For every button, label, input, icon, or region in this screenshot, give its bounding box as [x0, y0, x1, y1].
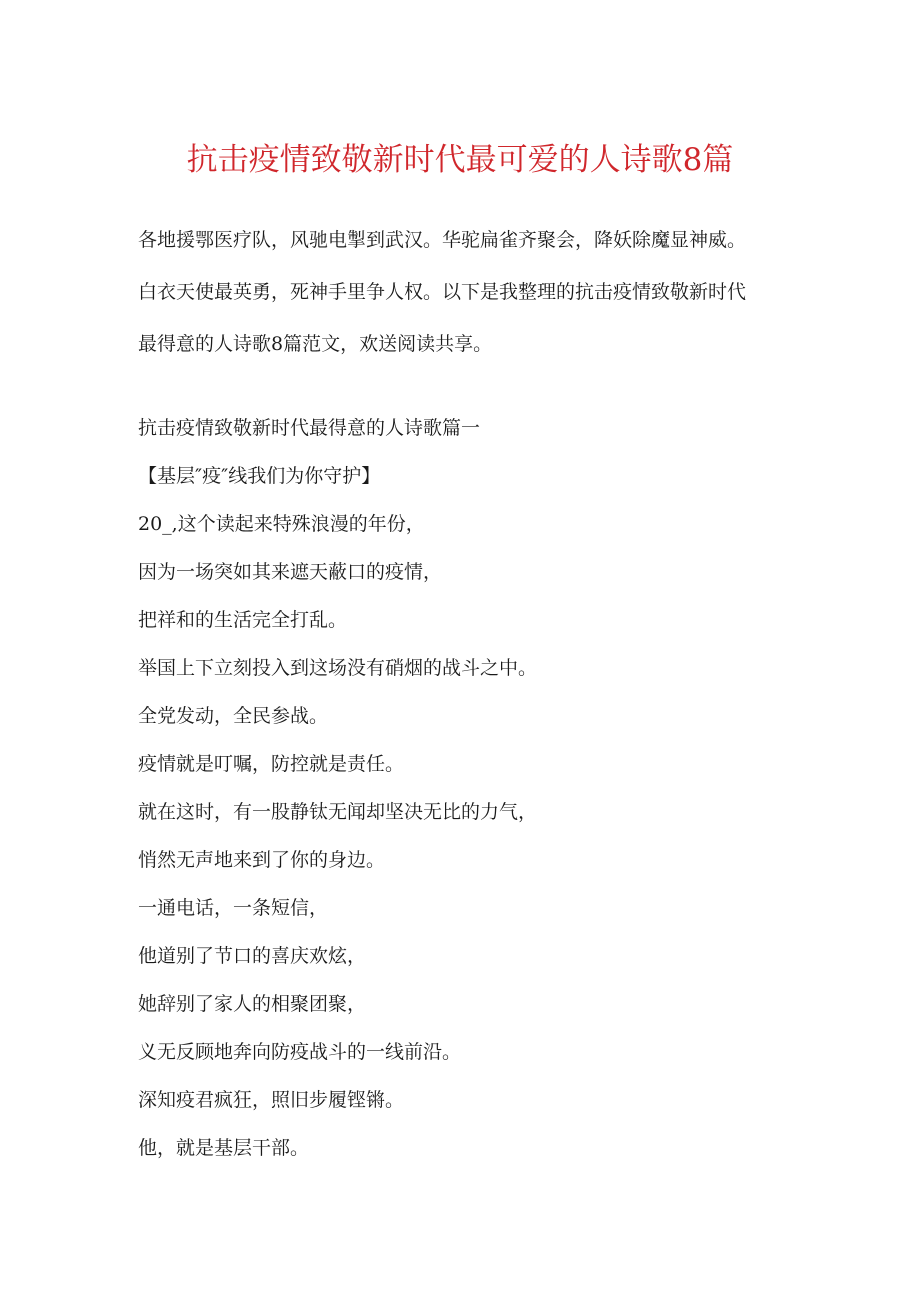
poem-line: 他道别了节口的喜庆欢炫，: [138, 945, 367, 967]
poem-section: [138, 404, 788, 1172]
poem-line: 全党发动，全民参战。: [138, 705, 329, 727]
poem-line: 因为一场突如其来遮天蔽口的疫情，: [138, 561, 443, 583]
intro-line: 各地援鄂医疗队，风驰电掣到武汉。华驼扁雀齐聚会，降妖除魔显神威。: [138, 229, 747, 251]
intro-paragraph: [138, 214, 788, 370]
poem-line: 举国上下立刻投入到这场没有硝烟的战斗之中。: [138, 657, 538, 679]
intro-line: 白衣天使最英勇，死神手里争人权。以下是我整理的抗击疫情致敬新时代: [138, 281, 747, 303]
poem-line: 20_,这个读起来特殊浪漫的年份，: [138, 513, 425, 535]
poem-line: 一通电话，一条短信，: [138, 897, 329, 919]
poem-line: 义无反顾地奔向防疫战斗的一线前沿。: [138, 1041, 462, 1063]
poem-line: 把祥和的生活完全打乱。: [138, 609, 348, 631]
poem-line: 就在这时，有一股静钛无闻却坚决无比的力气，: [138, 801, 538, 823]
poem-title: 【基层″疫″线我们为你守护】: [138, 465, 381, 487]
intro-line: 最得意的人诗歌8篇范文，欢送阅读共享。: [138, 333, 493, 355]
poem-line: 她辞别了家人的相聚团聚，: [138, 993, 367, 1015]
poem-line: 他，就是基层干部。: [138, 1137, 310, 1159]
section-heading: 抗击疫情致敬新时代最得意的人诗歌篇一: [138, 417, 481, 439]
poem-line: 疫情就是叮嘱，防控就是责任。: [138, 753, 405, 775]
poem-line: 深知疫君疯狂，照旧步履铿锵。: [138, 1089, 405, 1111]
document-title: 抗击疫情致敬新时代最可爱的人诗歌8篇: [186, 142, 734, 178]
poem-line: 悄然无声地来到了你的身边。: [138, 849, 386, 871]
